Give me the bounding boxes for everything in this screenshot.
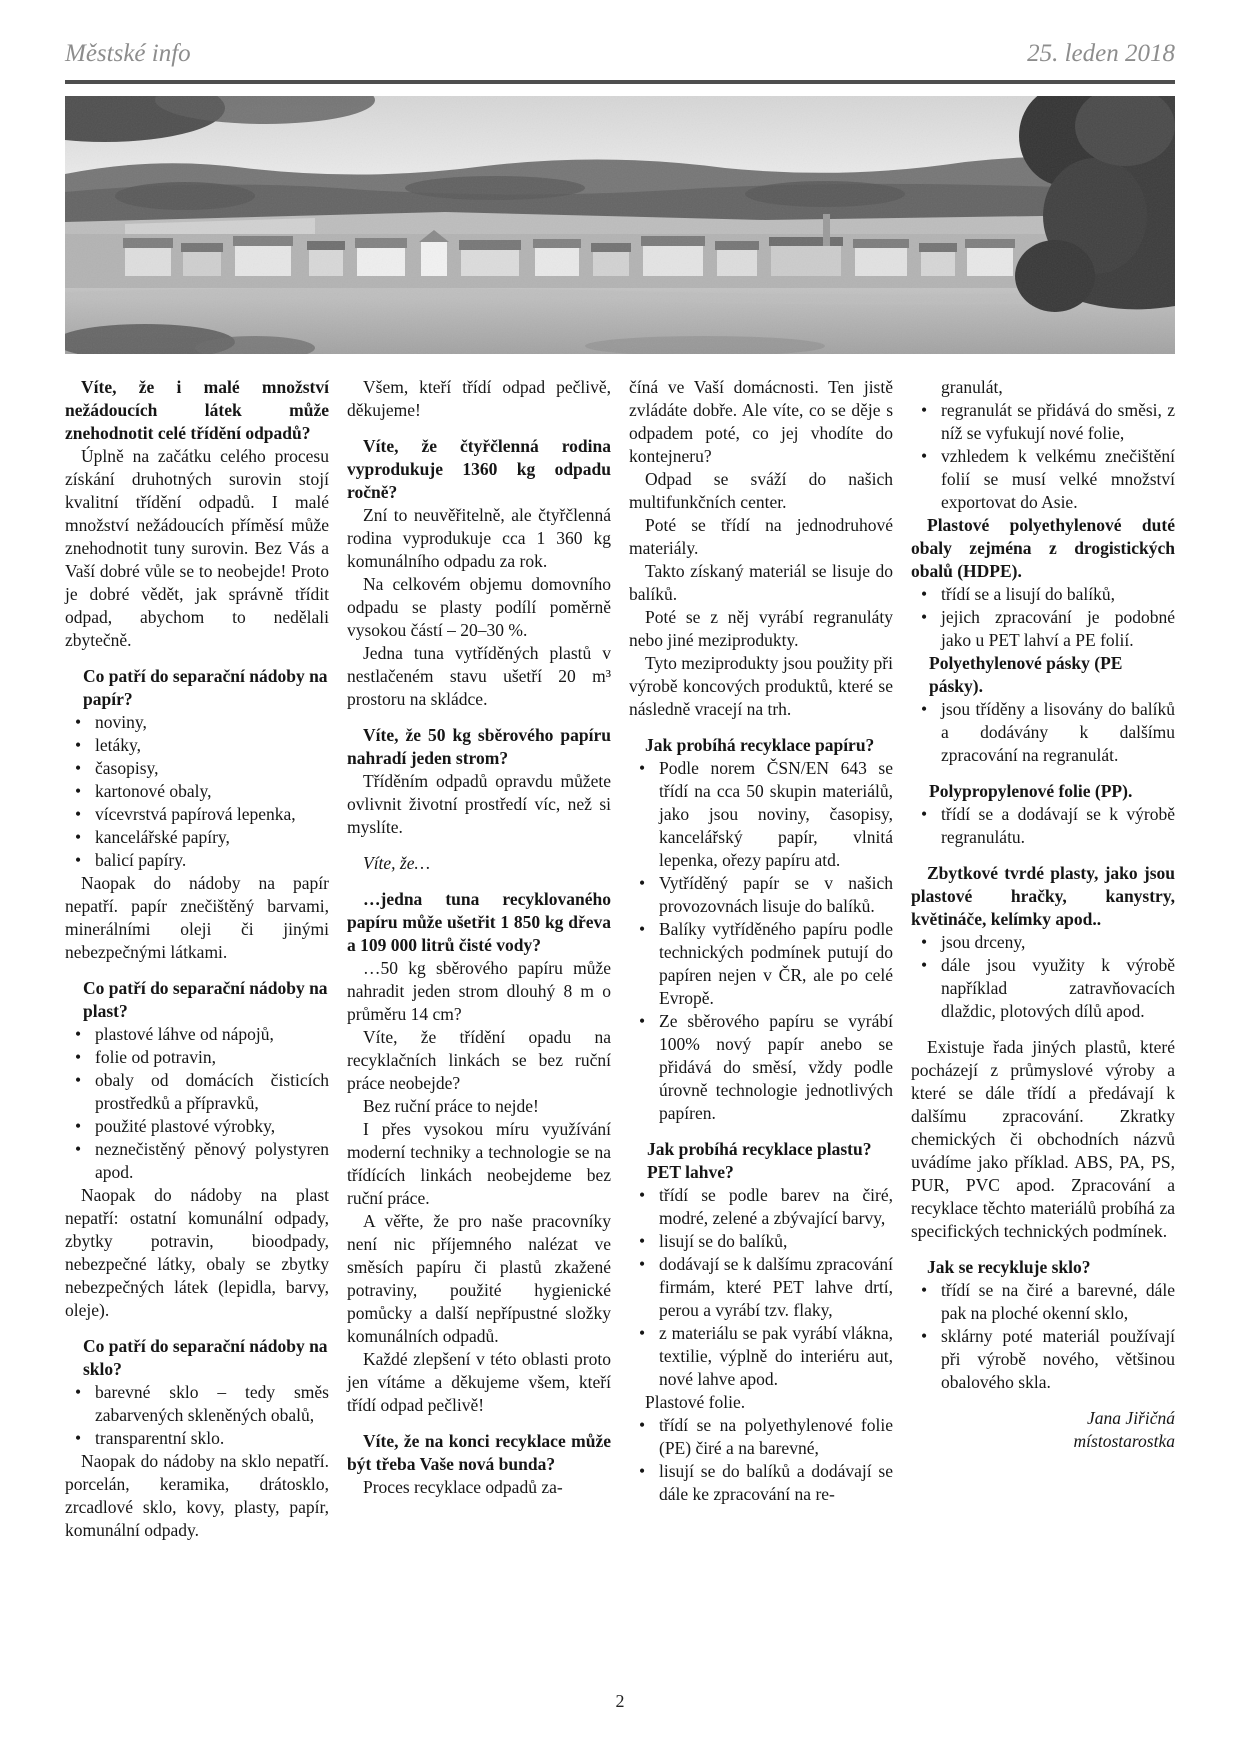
list-item: • třídí se na čiré a barevné, dále pak na ploché okenní sklo, <box>911 1279 1175 1325</box>
paragraph: Všem, kteří třídí odpad pečlivě, děkujeme! <box>347 377 611 420</box>
paragraph: číná ve Vaší domácnosti. Ten jistě zvládáte dobře. Ale víte, co se děje s odpadem poté, co jej vhodíte do kontejneru? <box>629 377 893 466</box>
paragraph: Naopak do nádoby na plast nepatří: ostatní komunální odpady, zbytky potravin, bioodpady, nebezpečné látky, obaly se zbytky nebezpečných látek (lepidla, barvy, oleje). <box>65 1185 329 1320</box>
list-item: • folie od potravin, <box>65 1046 329 1069</box>
list-item: • obaly od domácích čisticích prostředků a přípravků, <box>65 1069 329 1115</box>
list-item: • Balíky vytříděného papíru podle technických podmínek putují do papíren nejen v ČR, ale po celé Evropě. <box>629 918 893 1010</box>
list-item: • jsou drceny, <box>911 931 1175 954</box>
text-column-4 <box>911 376 1175 1542</box>
paragraph: Proces recyklace odpadů za- <box>363 1477 563 1497</box>
section-heading: Co patří do separační nádoby na sklo? <box>83 1336 328 1379</box>
list-item: • kartonové obaly, <box>65 780 329 803</box>
paragraph: Úplně na začátku celého procesu získání druhotných surovin stojí kvalitní třídění odpadů. I malé množství nežádoucích příměsí může znehodnotit tuny surovin. Bez Vás a Vaší dobré vůle se to neobejde! Proto je dobré vědět, jak správně třídit odpad, abychom to nedělali zbytečně. <box>65 446 329 650</box>
text-column-1 <box>65 376 329 1542</box>
paragraph: Poté se z něj vyrábí regranuláty nebo jiné meziprodukty. <box>629 607 893 650</box>
text-column-3 <box>629 376 893 1542</box>
list-item: • dodávají se k dalšímu zpracování firmám, které PET lahve drtí, perou a vyrábí tzv. flaky, <box>629 1253 893 1322</box>
paragraph: Zní to neuvěřitelně, ale čtyřčlenná rodina vyprodukuje cca 1 360 kg komunálního odpadu za rok. <box>347 505 611 571</box>
bullet-list <box>911 399 1175 514</box>
paragraph: Naopak do nádoby na papír nepatří. papír znečištěný barvami, minerálními oleji či jinými nebezpečnými látkami. <box>65 873 329 962</box>
paragraph: …50 kg sběrového papíru může nahradit jeden strom dlouhý 8 m o průměru 14 cm? <box>347 958 611 1024</box>
signature <box>911 1407 1175 1453</box>
paragraph: Tříděním odpadů opravdu můžete ovlivnit životní prostředí víc, než si myslíte. <box>347 771 611 837</box>
spacer <box>911 849 1175 862</box>
paragraph: Plastové polyethylenové duté obaly zejména z drogistických obalů (HDPE). <box>911 515 1175 581</box>
signature-name: Jana Jiřičná <box>1087 1408 1175 1428</box>
list-item: • dále jsou využity k výrobě například zatravňovacích dlaždic, plotových dílů apod. <box>911 954 1175 1023</box>
section-heading: Polyethylenové pásky (PE pásky). <box>929 653 1123 696</box>
list-item: • noviny, <box>65 711 329 734</box>
paragraph: …jedna tuna recyklovaného papíru může ušetřit 1 850 kg dřeva a 109 000 litrů čisté vody? <box>347 889 611 955</box>
spacer <box>347 875 611 888</box>
paragraph: I přes vysokou míru využívání moderní techniky a technologie se na třídících linkách neobejdeme bez ruční práce. <box>347 1119 611 1208</box>
town-panorama-image <box>65 96 1175 354</box>
list-item: • jsou tříděny a lisovány do balíků a dodávány k dalšímu zpracování na regranulát. <box>911 698 1175 767</box>
bullet-list <box>911 803 1175 849</box>
bullet-list <box>65 1023 329 1184</box>
bullet-list <box>911 583 1175 652</box>
paragraph: Víte, že třídění opadu na recyklačních linkách se bez ruční práce neobejde? <box>347 1027 611 1093</box>
spacer <box>347 711 611 724</box>
spacer <box>65 964 329 977</box>
town-panorama-photo <box>65 96 1175 354</box>
paragraph: Víte, že… <box>363 853 431 873</box>
paragraph: Poté se třídí na jednodruhové materiály. <box>629 515 893 558</box>
spacer <box>629 1125 893 1138</box>
paragraph: Tyto meziprodukty jsou použity při výrobě koncových produktů, které se následně vracejí na trh. <box>629 653 893 719</box>
bullet-list <box>911 1279 1175 1394</box>
paragraph: Plastové folie. <box>645 1392 746 1412</box>
newsletter-title: Městské info <box>65 40 191 67</box>
paragraph: Víte, že čtyřčlenná rodina vyprodukuje 1360 kg odpadu ročně? <box>347 436 611 502</box>
columns <box>65 376 1175 1542</box>
list-item: • z materiálu se pak vyrábí vlákna, textilie, výplně do interiéru aut, nové lahve apod. <box>629 1322 893 1391</box>
list-item: • letáky, <box>65 734 329 757</box>
list-item: • regranulát se přidává do směsi, z níž se vyfukují nové folie, <box>911 399 1175 445</box>
list-item: • třídí se a dodávají se k výrobě regranulátu. <box>911 803 1175 849</box>
bullet-list <box>911 931 1175 1023</box>
spacer <box>911 1243 1175 1256</box>
list-item: • jejich zpracování je podobné jako u PET lahví a PE folií. <box>911 606 1175 652</box>
spacer <box>629 721 893 734</box>
paragraph: Víte, že i malé množství nežádoucích látek může znehodnotit celé třídění odpadů? <box>65 377 329 443</box>
paragraph: Naopak do nádoby na sklo nepatří. porcelán, keramika, drátosklo, zrcadlové sklo, kovy, plasty, papír, komunální odpady. <box>65 1451 329 1540</box>
spacer <box>911 1023 1175 1036</box>
bullet-list <box>629 1184 893 1391</box>
list-item: • kancelářské papíry, <box>65 826 329 849</box>
bullet-list <box>911 698 1175 767</box>
issue-date: 25. leden 2018 <box>1027 40 1175 67</box>
section-heading: Co patří do separační nádoby na papír? <box>83 666 328 709</box>
list-item: • barevné sklo – tedy směs zabarvených skleněných obalů, <box>65 1381 329 1427</box>
bullet-list <box>629 1414 893 1506</box>
list-item: • balicí papíry. <box>65 849 329 872</box>
paragraph: Na celkovém objemu domovního odpadu se plasty podílí poměrně vysokou částí – 20–30 %. <box>347 574 611 640</box>
spacer <box>347 1417 611 1430</box>
paragraph: Jak probíhá recyklace papíru? <box>645 735 875 755</box>
paragraph: A věřte, že pro naše pracovníky není nic příjemného nalézat ve směsích papíru či plastů zkažené potraviny, použité hygienické pomůcky a další nepřípustné složky komunálních odpadů. <box>347 1211 611 1346</box>
paragraph: Bez ruční práce to nejde! <box>363 1096 539 1116</box>
page-header <box>65 40 1175 68</box>
spacer <box>347 422 611 435</box>
list-item: • použité plastové výrobky, <box>65 1115 329 1138</box>
list-item: • třídí se a lisují do balíků, <box>911 583 1175 606</box>
page-number: 2 <box>615 1691 625 1711</box>
paragraph: Jedna tuna vytříděných plastů v nestlačeném stavu ušetří 20 m³ prostoru na skládce. <box>347 643 611 709</box>
list-item: • časopisy, <box>65 757 329 780</box>
list-item: • sklárny poté materiál používají při výrobě nového, většinou obalového skla. <box>911 1325 1175 1394</box>
list-item: • lisují se do balíků a dodávají se dále ke zpracování na re- <box>629 1460 893 1506</box>
list-item: • Vytříděný papír se v našich provozovnách lisuje do balíků. <box>629 872 893 918</box>
list-item: • třídí se podle barev na čiré, modré, zelené a zbývající barvy, <box>629 1184 893 1230</box>
paragraph: granulát, <box>941 377 1003 397</box>
spacer <box>911 1394 1175 1407</box>
section-heading: Jak probíhá recyklace plastu? PET lahve? <box>647 1139 872 1182</box>
paragraph: Víte, že na konci recyklace může být třeba Vaše nová bunda? <box>347 1431 611 1474</box>
list-item: • vzhledem k velkému znečištění folií se musí velké množství exportovat do Asie. <box>911 445 1175 514</box>
list-item: • vícevrstvá papírová lepenka, <box>65 803 329 826</box>
paragraph: Zbytkové tvrdé plasty, jako jsou plastové hračky, kanystry, květináče, kelímky apod.. <box>911 863 1175 929</box>
bullet-list <box>65 1381 329 1450</box>
list-item: • plastové láhve od nápojů, <box>65 1023 329 1046</box>
list-item: • lisují se do balíků, <box>629 1230 893 1253</box>
header-rule <box>65 80 1175 84</box>
paragraph: Jak se recykluje sklo? <box>927 1257 1091 1277</box>
paragraph: Odpad se sváží do našich multifunkčních center. <box>629 469 893 512</box>
spacer <box>65 652 329 665</box>
page-footer <box>0 1691 1240 1712</box>
paragraph: Každé zlepšení v této oblasti proto jen vítáme a děkujeme všem, kteří třídí odpad pečlivě! <box>347 1349 611 1415</box>
list-item: • Podle norem ČSN/EN 643 se třídí na cca 50 skupin materiálů, jako jsou noviny, časopisy, kancelářský papír, vlnitá lepenka, ořezy papíru atd. <box>629 757 893 872</box>
bullet-list <box>629 757 893 1125</box>
bullet-list <box>65 711 329 872</box>
spacer <box>65 1322 329 1335</box>
signature-role: místostarostka <box>1073 1431 1175 1451</box>
spacer <box>911 767 1175 780</box>
list-item: • neznečistěný pěnový polystyren apod. <box>65 1138 329 1184</box>
paragraph: Existuje řada jiných plastů, které pocházejí z průmyslové výroby a které se dále třídí a předávají k dalšímu zpracování. Zkratky chemických či obchodních názvů uvádíme jako příklad. ABS, PA, PS, PUR, PVC apod. Zpracování a recyklace těchto materiálů probíhá za specifických technických podmínek. <box>911 1037 1175 1241</box>
text-column-2 <box>347 376 611 1542</box>
list-item: • Ze sběrového papíru se vyrábí 100% nový papír anebo se přidává do směsí, vždy podle úrovně technologie jednotlivých papíren. <box>629 1010 893 1125</box>
paragraph: Víte, že 50 kg sběrového papíru nahradí jeden strom? <box>347 725 611 768</box>
list-item: • třídí se na polyethylenové folie (PE) čiré a na barevné, <box>629 1414 893 1460</box>
section-heading: Co patří do separační nádoby na plast? <box>83 978 328 1021</box>
section-heading: Polypropylenové folie (PP). <box>929 781 1133 801</box>
list-item: • transparentní sklo. <box>65 1427 329 1450</box>
spacer <box>347 839 611 852</box>
paragraph: Takto získaný materiál se lisuje do balíků. <box>629 561 893 604</box>
